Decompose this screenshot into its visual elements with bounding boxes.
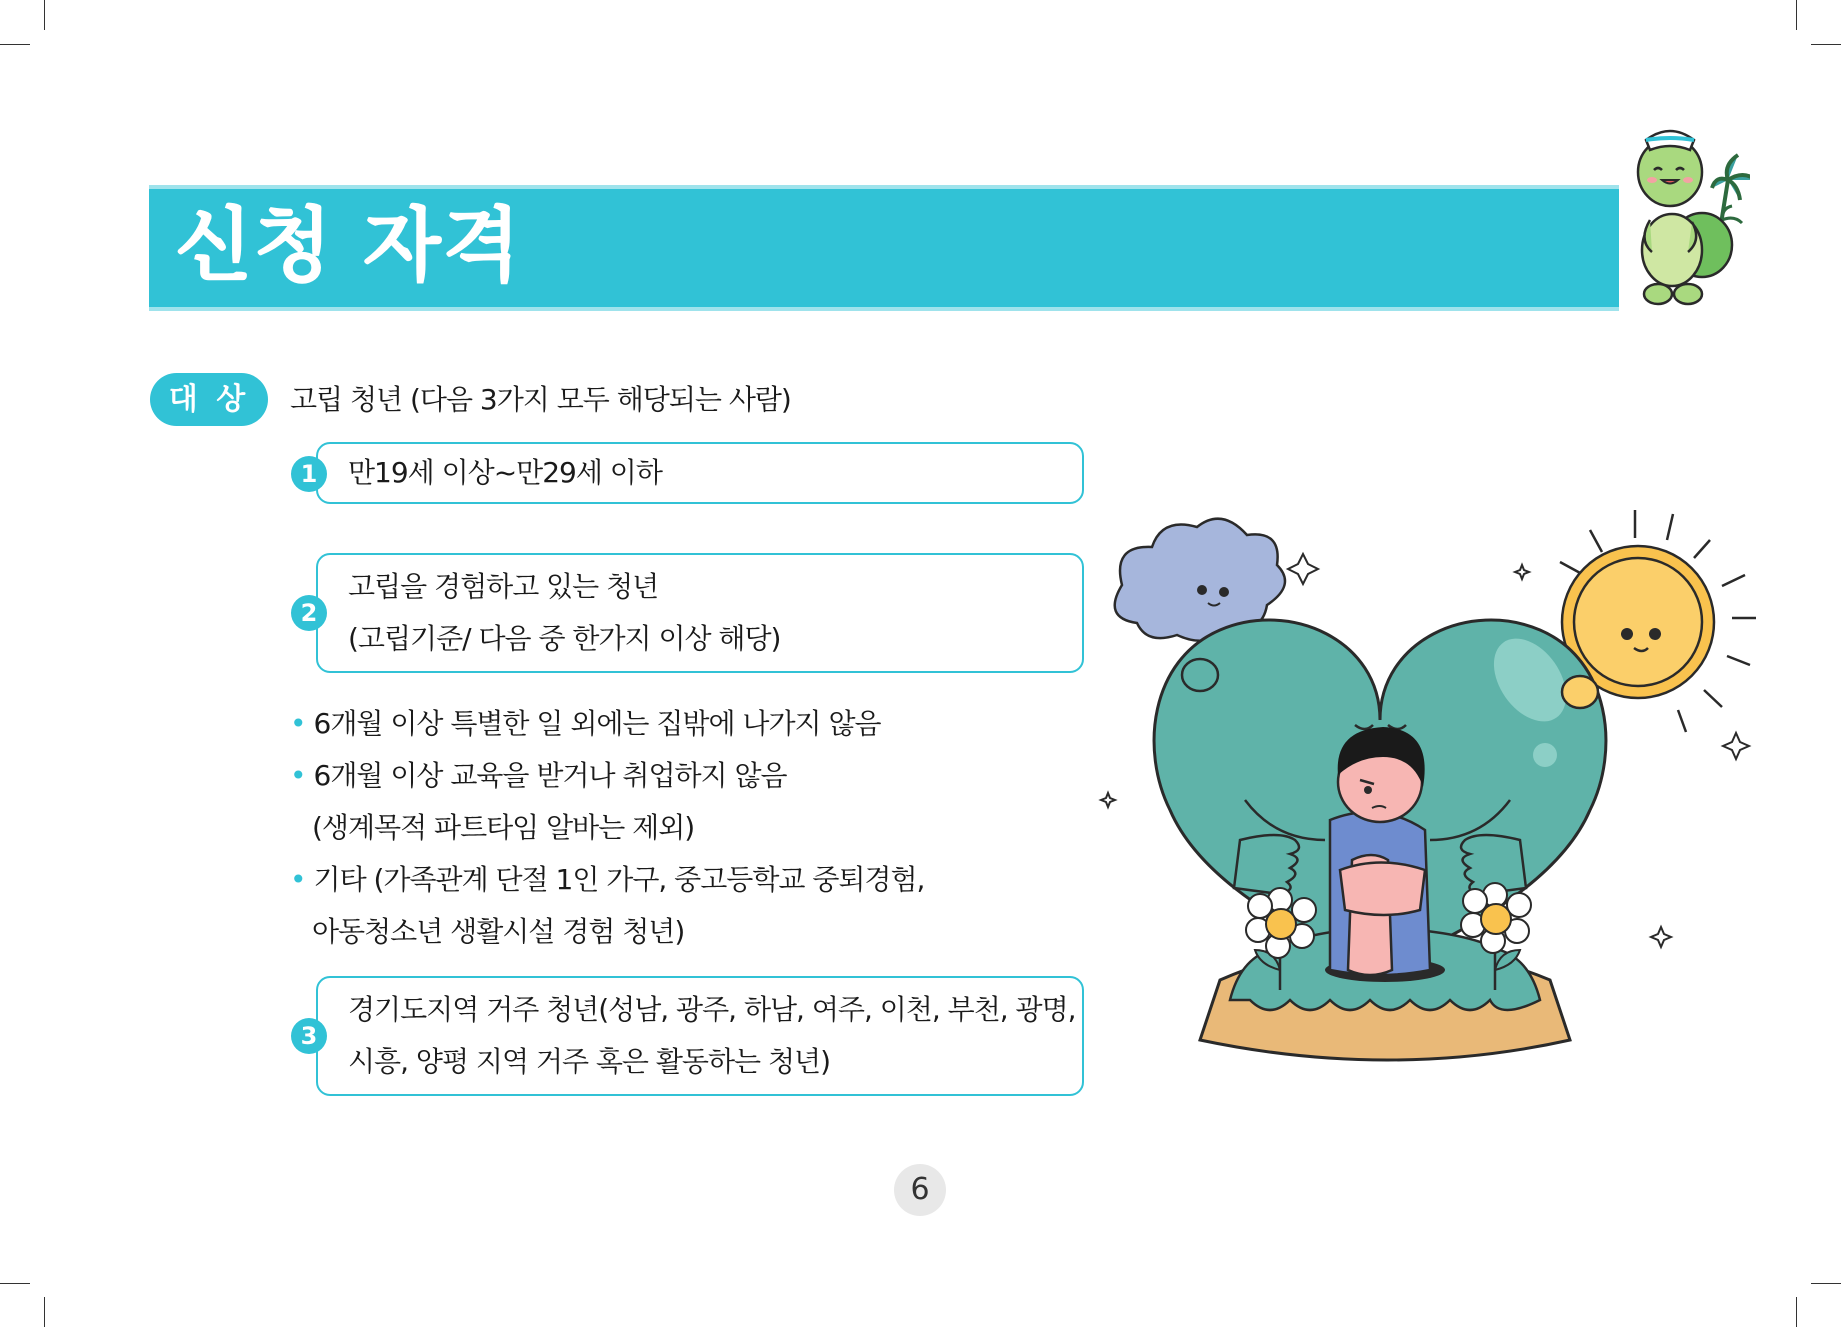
list-item	[290, 756, 787, 796]
crop-mark	[44, 1297, 45, 1327]
criterion-text: 고립을 경험하고 있는 청년	[348, 570, 659, 603]
turtle-mascot-icon	[1610, 110, 1750, 310]
criterion-text: 경기도지역 거주 청년(성남, 광주, 하남, 여주, 이천, 부천, 광명,	[348, 993, 1076, 1026]
list-item	[290, 704, 881, 744]
list-item-text: 6개월 이상 교육을 받거나 취업하지 않음	[313, 759, 787, 792]
crop-mark	[1811, 44, 1841, 45]
target-badge: 대 상	[150, 373, 268, 426]
list-item-text: 6개월 이상 특별한 일 외에는 집밖에 나가지 않음	[313, 707, 881, 740]
criterion-box-1	[316, 442, 1084, 504]
criterion-text: 시흥, 양평 지역 거주 혹은 활동하는 청년)	[348, 1045, 830, 1078]
list-item-text: 아동청소년 생활시설 경험 청년)	[312, 915, 685, 948]
bullet-icon: •	[290, 759, 306, 792]
heart-hug-illustration	[1090, 500, 1810, 1100]
list-item-text: (생계목적 파트타임 알바는 제외)	[312, 811, 695, 844]
crop-mark	[44, 0, 45, 30]
list-item	[290, 860, 924, 900]
crop-mark	[1796, 1297, 1797, 1327]
bullet-icon: •	[290, 707, 306, 740]
criterion-text: (고립기준/ 다음 중 한가지 이상 해당)	[348, 622, 781, 655]
bullet-icon: •	[290, 863, 306, 896]
crop-mark	[1796, 0, 1797, 30]
page-number: 6	[894, 1164, 946, 1216]
criterion-number-badge: 3	[291, 1018, 327, 1054]
target-description: 고립 청년 (다음 3가지 모두 해당되는 사람)	[290, 383, 791, 416]
criterion-box-3	[316, 976, 1084, 1096]
criterion-box-2	[316, 553, 1084, 673]
crop-mark	[0, 44, 30, 45]
crop-mark	[0, 1283, 30, 1284]
crop-mark	[1811, 1283, 1841, 1284]
list-item-text: 기타 (가족관계 단절 1인 가구, 중고등학교 중퇴경험,	[313, 863, 925, 896]
page-title: 신청 자격	[175, 199, 522, 292]
criterion-number-badge: 2	[291, 595, 327, 631]
criterion-number-badge: 1	[291, 456, 327, 492]
criterion-text: 만19세 이상~만29세 이하	[348, 456, 662, 489]
